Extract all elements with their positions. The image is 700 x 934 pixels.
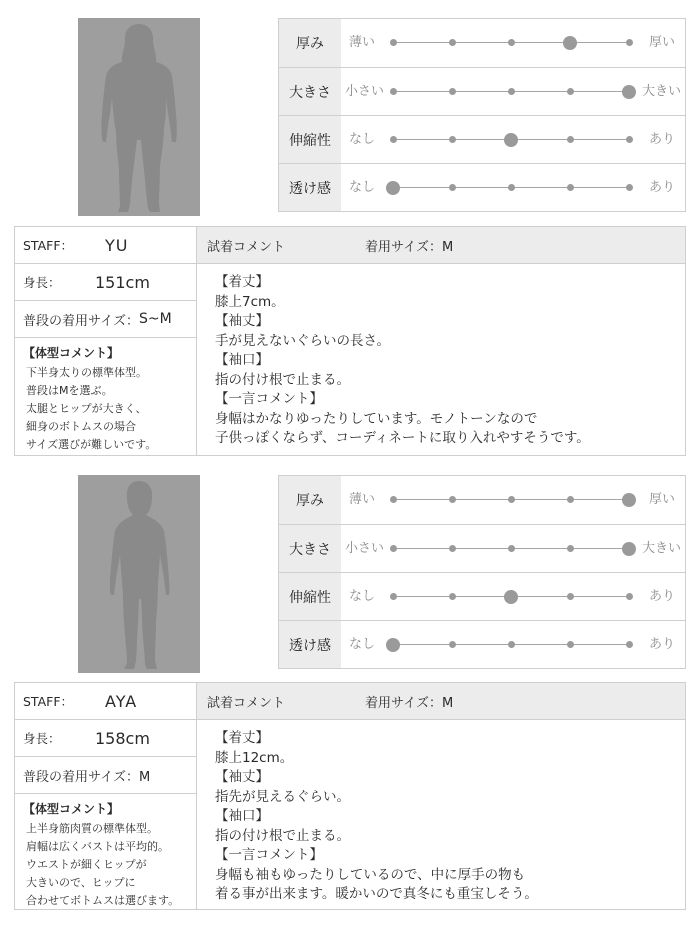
staff-row [15,227,196,264]
scale-marker [622,85,636,99]
scale-tick [390,496,397,503]
scale-marker [504,590,518,604]
scale-row-thickness [279,476,685,524]
fitting-comment-column [197,683,685,909]
scale-tick [390,39,397,46]
height-value: 158cm [95,728,150,748]
fitting-comment-header [197,227,685,264]
comment-line: 【袖口】 [215,808,269,824]
scale-tick [567,545,574,552]
scale-max-label: 大きい [641,541,681,556]
comment-line: 身幅も袖もゆったりしているので、中に厚手の物も [215,866,526,883]
staff-info-table [14,682,686,910]
scale-tick [567,496,574,503]
scale-min-label: 薄い [349,492,376,507]
staff-profile-column [15,683,197,909]
body-silhouette-image [78,475,200,673]
scale-tick [390,593,397,600]
usual-size-row [15,757,196,794]
scale-max-label: あり [648,180,675,195]
scale-label: 伸縮性 [279,116,341,163]
staff-card-aya [0,472,700,932]
scale-label: 厚み [279,476,341,524]
scale-tick [626,641,633,648]
body-comment-title: 【体型コメント】 [23,346,120,360]
scale-tick [449,593,456,600]
scale-tick [567,641,574,648]
scale-tick [508,545,515,552]
body-comment-line: 下半身太りの標準体型。 [26,366,147,379]
staff-row [15,683,196,720]
body-type-comment [15,338,196,460]
body-silhouette-image [78,18,200,216]
comment-line: 【袖丈】 [215,769,269,785]
fabric-scale-table [278,475,686,669]
scale-max-label: あり [648,589,675,604]
scale-tick [508,184,515,191]
height-label: 身長： [23,275,61,290]
staff-info-table [14,226,686,456]
comment-line: 子供っぽくならず、コーディネートに取り入れやすそうです。 [215,430,590,446]
scale-marker [622,542,636,556]
scale-tick [626,136,633,143]
height-row [15,720,196,757]
body-comment-line: 太腿とヒップが大きく、 [26,402,147,415]
body-type-comment [15,794,196,916]
scale-min-label: 薄い [349,35,376,50]
scale-min-label: 小さい [345,84,385,99]
comment-line: 【袖丈】 [215,313,269,329]
scale-tick [449,641,456,648]
comment-line: 指の付け根で止まる。 [215,827,350,844]
scale-tick [567,593,574,600]
comment-line: 膝上7cm。 [215,293,285,310]
scale-marker [504,133,518,147]
scale-label: 厚み [279,19,341,67]
staff-name: YU [105,235,129,255]
scale-min-label: なし [349,589,376,604]
scale-tick [567,88,574,95]
scale-tick [390,136,397,143]
scale-row-sheerness [279,620,685,668]
scale-max-label: あり [648,637,675,652]
body-comment-line: 肩幅は広くバストは平均的。 [26,840,169,853]
usual-size-label: 普段の着用サイズ： [23,313,139,329]
body-comment-line: 上半身筋肉質の標準体型。 [26,822,158,835]
comment-line: 指の付け根で止まる。 [215,371,350,388]
body-comment-line: 大きいので、ヒップに [26,876,136,889]
scale-max-label: あり [648,132,675,147]
person-silhouette-icon [78,18,200,216]
body-comment-line: サイズ選びが難しいです。 [26,438,157,451]
fitting-comment-label: 試着コメント [207,695,286,711]
usual-size-value: S~M [138,311,172,327]
height-row [15,264,196,301]
scale-tick [567,136,574,143]
scale-tick [567,184,574,191]
comment-line: 【着丈】 [215,730,269,746]
fitting-comment-header [197,683,685,720]
comment-line: 指先が見えるぐらい。 [215,788,350,805]
scale-tick [508,88,515,95]
comment-line: 【一言コメント】 [215,391,323,407]
scale-min-label: なし [349,180,376,195]
staff-card-yu [0,0,700,460]
staff-label: STAFF： [23,694,74,709]
staff-name: AYA [105,691,138,711]
body-comment-line: ウエストが細くヒップが [26,858,147,871]
scale-tick [449,496,456,503]
scale-tick [449,545,456,552]
scale-row-size [279,67,685,115]
scale-tick [626,39,633,46]
comment-line: 着る事が出来ます。暖かいので真冬にも重宝しそう。 [215,886,538,902]
worn-size-label: 着用サイズ：M [365,695,454,711]
fabric-scale-table [278,18,686,212]
scale-tick [626,593,633,600]
comment-line: 【袖口】 [215,352,269,368]
comment-line: 【一言コメント】 [215,847,323,863]
fitting-comment-label: 試着コメント [207,239,286,255]
body-comment-title: 【体型コメント】 [23,802,120,816]
comment-line: 手が見えないぐらいの長さ。 [215,332,390,349]
scale-label: 透け感 [279,621,341,668]
scale-tick [390,545,397,552]
scale-row-stretch [279,572,685,620]
scale-tick [449,184,456,191]
scale-tick [508,496,515,503]
body-comment-line: 普段はMを選ぶ。 [26,384,113,397]
scale-max-label: 大きい [641,84,681,99]
height-label: 身長： [23,731,61,746]
scale-min-label: なし [349,132,376,147]
scale-row-sheerness [279,163,685,211]
scale-tick [449,88,456,95]
usual-size-row [15,301,196,338]
scale-tick [508,39,515,46]
scale-max-label: 厚い [648,492,675,507]
scale-tick [626,184,633,191]
comment-line: 膝上12cm。 [215,749,294,766]
scale-marker [386,181,400,195]
scale-label: 大きさ [279,525,341,572]
scale-row-stretch [279,115,685,163]
worn-size-label: 着用サイズ：M [365,239,454,255]
scale-marker [622,493,636,507]
staff-label: STAFF： [23,238,74,253]
body-comment-line: 細身のボトムスの場合 [26,420,136,433]
body-comment-line: 合わせてボトムスは選びます。 [26,894,180,907]
scale-tick [390,88,397,95]
fitting-comment-body [197,720,685,905]
scale-tick [449,136,456,143]
height-value: 151cm [95,272,150,292]
scale-row-thickness [279,19,685,67]
scale-min-label: なし [349,637,376,652]
scale-label: 透け感 [279,164,341,211]
fitting-comment-column [197,227,685,455]
staff-profile-column [15,227,197,455]
person-silhouette-icon [78,475,200,673]
scale-label: 伸縮性 [279,573,341,620]
scale-tick [508,641,515,648]
scale-row-size [279,524,685,572]
scale-marker [563,36,577,50]
scale-marker [386,638,400,652]
comment-line: 身幅はかなりゆったりしています。モノトーンなので [215,410,538,427]
scale-max-label: 厚い [648,35,675,50]
comment-line: 【着丈】 [215,274,269,290]
usual-size-label: 普段の着用サイズ：M [23,769,151,785]
fitting-comment-body [197,264,685,449]
scale-label: 大きさ [279,68,341,115]
scale-min-label: 小さい [345,541,385,556]
scale-tick [449,39,456,46]
